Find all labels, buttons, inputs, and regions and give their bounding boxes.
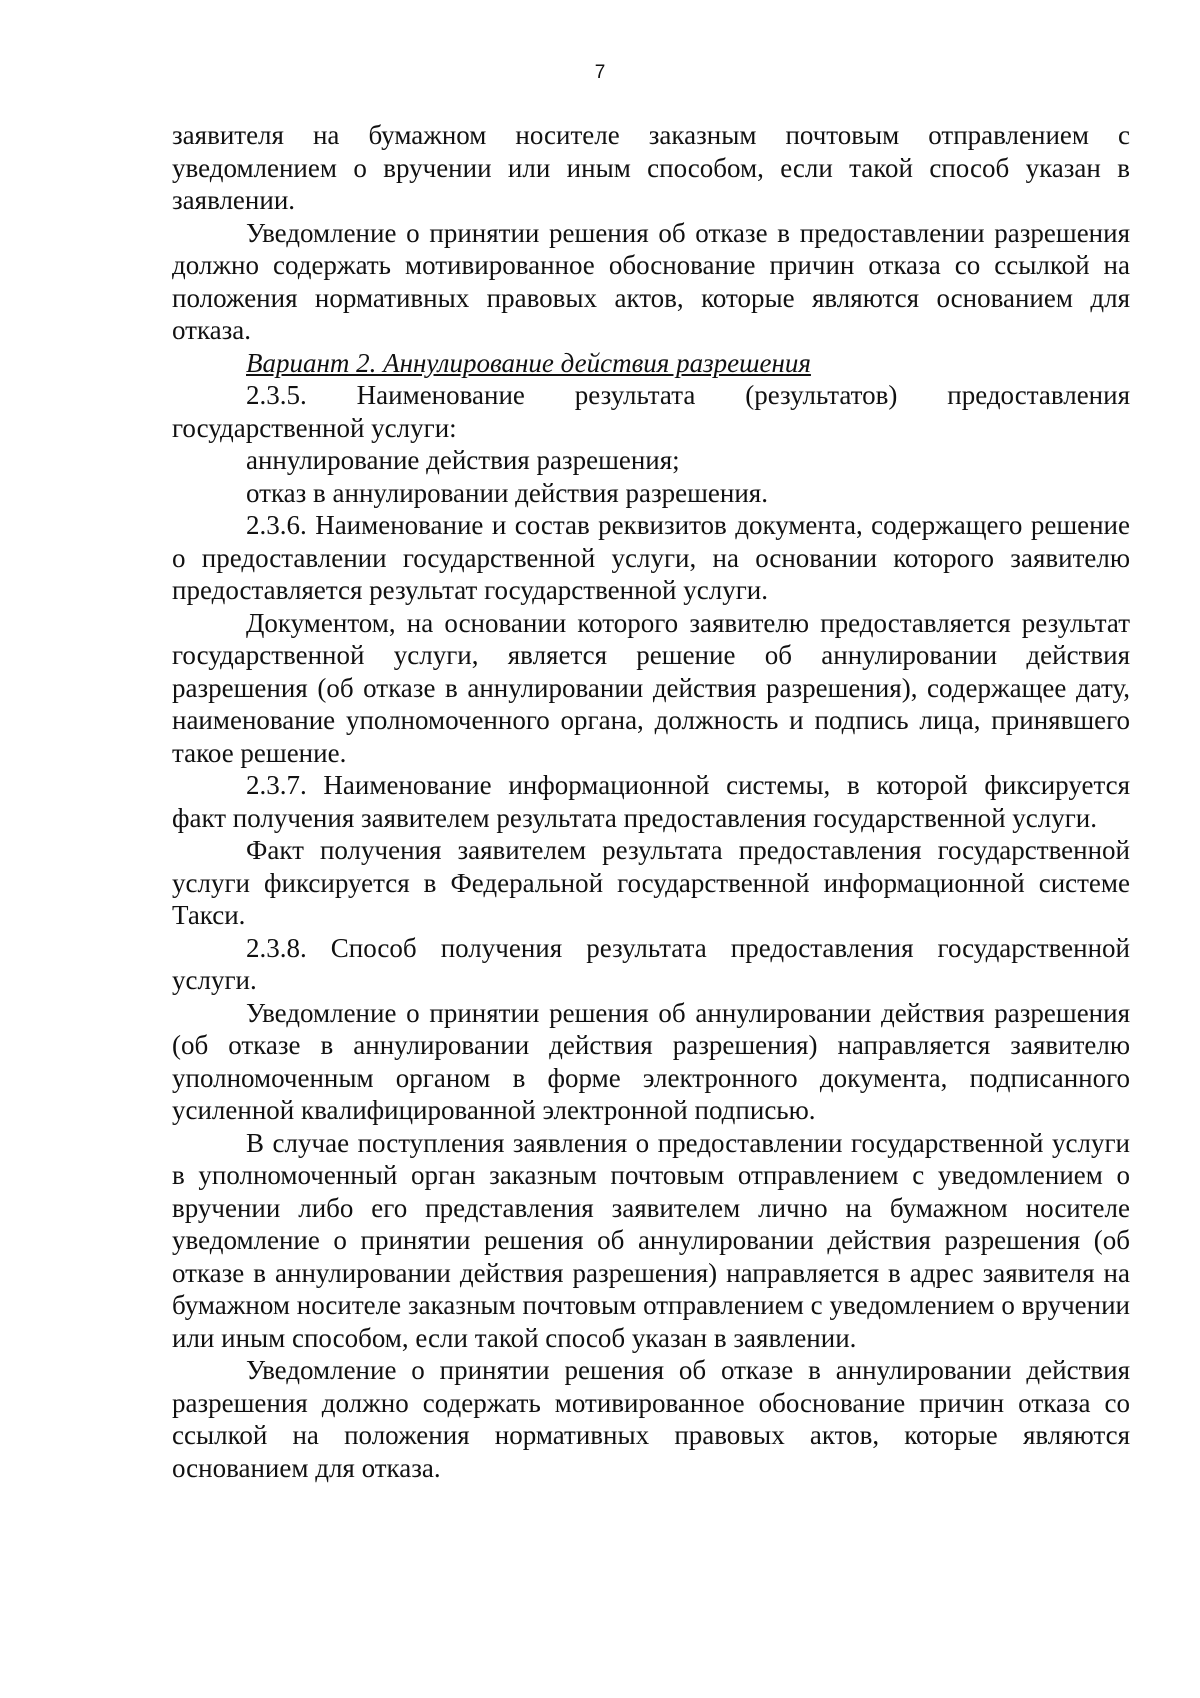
paragraph-refusal-annulment-notice: Уведомление о принятии решения об отказе в аннулировании действия разрешения должно содержать мотивированное обоснование причин отказа со ссылкой на положения нормативных правовых актов, которые являются основанием для отказа. — [172, 1355, 1130, 1483]
paragraph-electronic-notice: Уведомление о принятии решения об аннулировании действия разрешения (об отказе в аннулировании действия разрешения) направляется заявителю уполномоченным органом в форме электронного документа, подписанного усиленной квалифицированной электронной подписью. — [172, 997, 1130, 1125]
variant-2-heading: Вариант 2. Аннулирование действия разрешения — [246, 347, 811, 378]
paragraph-2-3-5: 2.3.5. Наименование результата (результатов) предоставления государственной услуги: — [172, 380, 1130, 443]
paragraph-2-3-8: 2.3.8. Способ получения результата предоставления государственной услуги. — [172, 932, 1130, 995]
list-item-refusal: отказ в аннулировании действия разрешения. — [246, 477, 768, 508]
paragraph-refusal-notice: Уведомление о принятии решения об отказе в предоставлении разрешения должно содержать мотивированное обоснование причин отказа со ссылкой на положения нормативных правовых актов, которые являются основанием для отказа. — [172, 217, 1130, 345]
document-body — [172, 119, 1130, 1484]
paragraph-paper-notice: В случае поступления заявления о предоставлении государственной услуги в уполномоченный орган заказным почтовым отправлением с уведомлением о вручении либо его представления заявителем лично на бумажном носителе уведомление о принятии решения об аннулировании действия разрешения (об отказе в аннулировании действия разрешения) направляется в адрес заявителя на бумажном носителе заказным почтовым отправлением с уведомлением о вручении или иным способом, если такой способ указан в заявлении. — [172, 1127, 1130, 1353]
paragraph-continuation: заявителя на бумажном носителе заказным почтовым отправлением с уведомлением о вручении или иным способом, если такой способ указан в заявлении. — [172, 120, 1130, 215]
list-item-annulment: аннулирование действия разрешения; — [246, 445, 680, 475]
paragraph-2-3-7: 2.3.7. Наименование информационной системы, в которой фиксируется факт получения заявителем результата предоставления государственной услуги. — [172, 770, 1130, 833]
paragraph-2-3-6: 2.3.6. Наименование и состав реквизитов документа, содержащего решение о предоставлении государственной услуги, на основании которого заявителю предоставляется результат государственной услуги. — [172, 510, 1130, 605]
page-number: 7 — [594, 62, 606, 83]
paragraph-document-result: Документом, на основании которого заявителю предоставляется результат государственной услуги, является решение об аннулировании действия разрешения (об отказе в аннулировании действия разрешения), содержащее дату, наименование уполномоченного органа, должность и подпись лица, принявшего такое решение. — [172, 607, 1130, 768]
paragraph-fact-recorded: Факт получения заявителем результата предоставления государственной услуги фиксируется в Федеральной государственной информационной системе Такси. — [172, 835, 1130, 930]
